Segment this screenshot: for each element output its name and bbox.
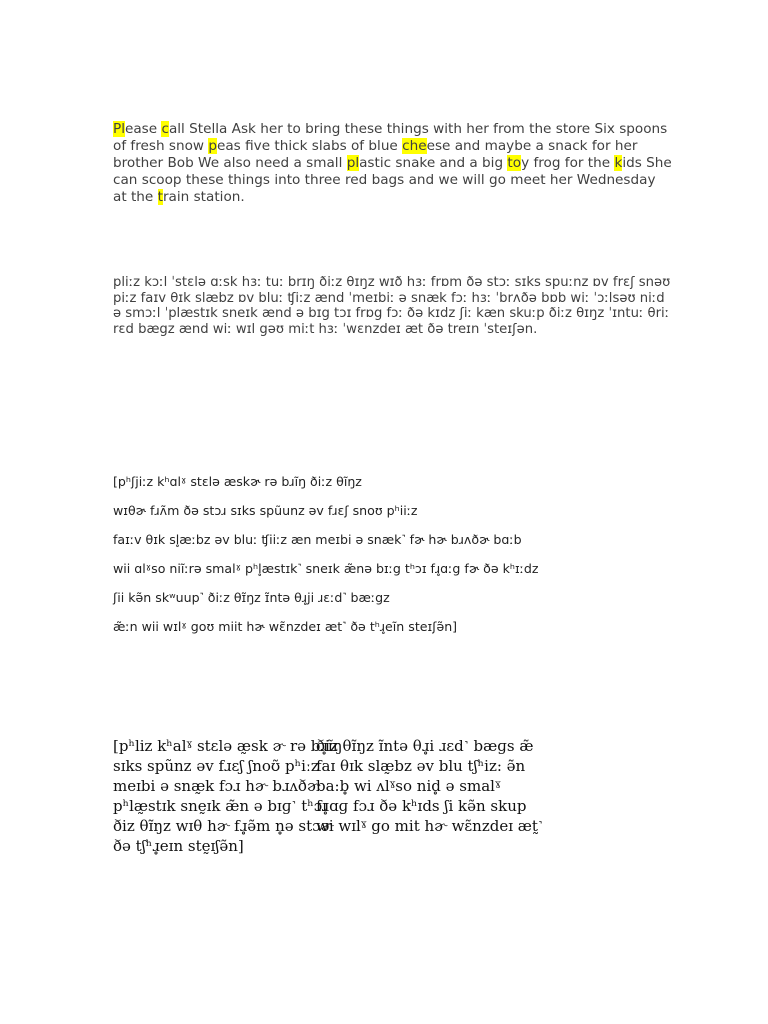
right-line-1: ðiz θɪ̃ŋz ɪ̃ntə θɹ̥i ɹɛd˺ bæɡs æ̃ — [316, 737, 534, 755]
highlighted-segment: Pl — [113, 121, 125, 137]
narrow-line-5: ʃii kə̃n skʷuup˺ ðiːz θɪ̃ŋz ɪ̃ntə θɹ̥ji ɹɛːd˺ bæːgz — [113, 590, 390, 605]
text-segment: all Stella Ask her to bring these things with her from the store Six spoons of fresh snow — [113, 121, 668, 154]
right-line-4: fɹ̥ɑɡ fɔɹ ðə kʰɪds ʃi kə̃n skup — [316, 797, 527, 815]
left-line-5: ðiz θɪ̃ŋz wɪθ hɚ fɹ̥ə̃m n̥ə stɔɚ — [113, 817, 334, 835]
text-segment: ids She can scoop these things into three red bags and we will go meet her Wednesday at the — [113, 155, 672, 205]
left-line-6: ðə tʃʰɹ̥eɪn stḛɪʃə̃n] — [113, 837, 244, 855]
text-segment: astic snake and a big — [359, 155, 508, 171]
text-segment: ease — [124, 121, 162, 137]
narrow-line-3: faɪːv θɪk sl̥æːbz əv bluː ʧiiːz æn meɪbi ə snæk˺ fɚ hɚ bɹʌðɚ bɑːb — [113, 532, 522, 547]
transcription-right-column — [316, 736, 543, 836]
highlighted-segment: c — [161, 121, 169, 137]
ipa-broad-transcription: pliːz kɔːl ˈstɛlə ɑːsk hɜː tuː brɪŋ ðiːz θɪŋz wɪð hɜː frɒm ðə stɔː sɪks spuːnz ɒv frɛʃ snəʊ piːz faɪv θɪk slæbz ɒv bluː ʧiːz ænd ˈmeɪbiː ə snæk fɔː hɜː ˈbrʌðə bɒb wiː ˈɔːlsəʊ niːd ə smɔːl ˈplæstɪk sneɪk ænd ə bɪg tɔɪ frɒg fɔː ðə kɪdz ʃiː kæn skuːp ðiːz θɪŋz ˈɪntuː θriː rɛd bægz ænd wiː wɪl gəʊ miːt hɜː ˈwɛnzdeɪ æt ðə treɪn ˈsteɪʃən. — [113, 275, 671, 337]
left-line-1: [pʰliz kʰalˠ stɛlə æ̰sk ɚ rə bɹ̥ĩŋ — [113, 737, 343, 755]
text-segment: ese and maybe a snack for her brother Bob We also need a small — [113, 138, 638, 171]
left-line-4: pʰlæ̰stɪk snḛɪk æ̃n ə bɪɡ˺ tʰɔɪ — [113, 797, 327, 815]
transcription-left-column — [113, 736, 342, 856]
text-segment: y frog for the — [521, 155, 615, 171]
highlighted-segment: k — [614, 155, 623, 171]
highlighted-segment: t — [157, 189, 163, 205]
right-line-3: ba:b̥ wi ʌlˠso nid̥ ə smalˠ — [316, 777, 501, 795]
left-line-2: sɪks spũnz əv fɹɛʃ ʃnoʊ̃ pʰiːz — [113, 757, 319, 775]
text-segment: eas five thick slabs of blue — [216, 138, 403, 154]
highlighted-segment: pl — [346, 155, 360, 171]
narrow-line-2: wɪθɚ fɹʌ̃m ðə stɔɹ sɪks spũunz əv fɹɛʃ snoʊ pʰiiːz — [113, 503, 418, 518]
text-segment: rain station. — [162, 189, 245, 205]
english-paragraph — [113, 121, 673, 206]
highlighted-segment: p — [208, 138, 217, 154]
right-line-2: faɪ θɪk slæ̰bz əv blu tʃʰiz: ə̃n — [316, 757, 526, 775]
narrow-line-4: wii ɑlˠso niĩːrə smalˠ pʰl̥æstɪk˺ sneɪk æ̃nə bɪːg tʰɔɪ fɹ̥ɑːg fɚ ðə kʰɪːdz — [113, 561, 539, 576]
highlighted-segment: to — [507, 155, 522, 171]
right-line-5: wi wɪlˠ go mit hɚ wɛ̃nzdeɪ æt̰˺ — [316, 817, 543, 835]
left-line-3: meɪbi ə snæ̰k fɔɹ hɚ bɹʌðɚ — [113, 777, 320, 795]
narrow-line-1: [pʰʃjiːz kʰɑlˠ stɛlə æskɚ rə bɹĩŋ ðiːz θĩŋz — [113, 474, 362, 489]
highlighted-segment: che — [402, 138, 427, 154]
narrow-line-6: æ̃ːn wii wɪlˠ goʊ miit hɚ wɛ̃nzdeɪ æt˺ ðə tʰɹ̥eĩn steɪʃə̃n] — [113, 619, 458, 634]
